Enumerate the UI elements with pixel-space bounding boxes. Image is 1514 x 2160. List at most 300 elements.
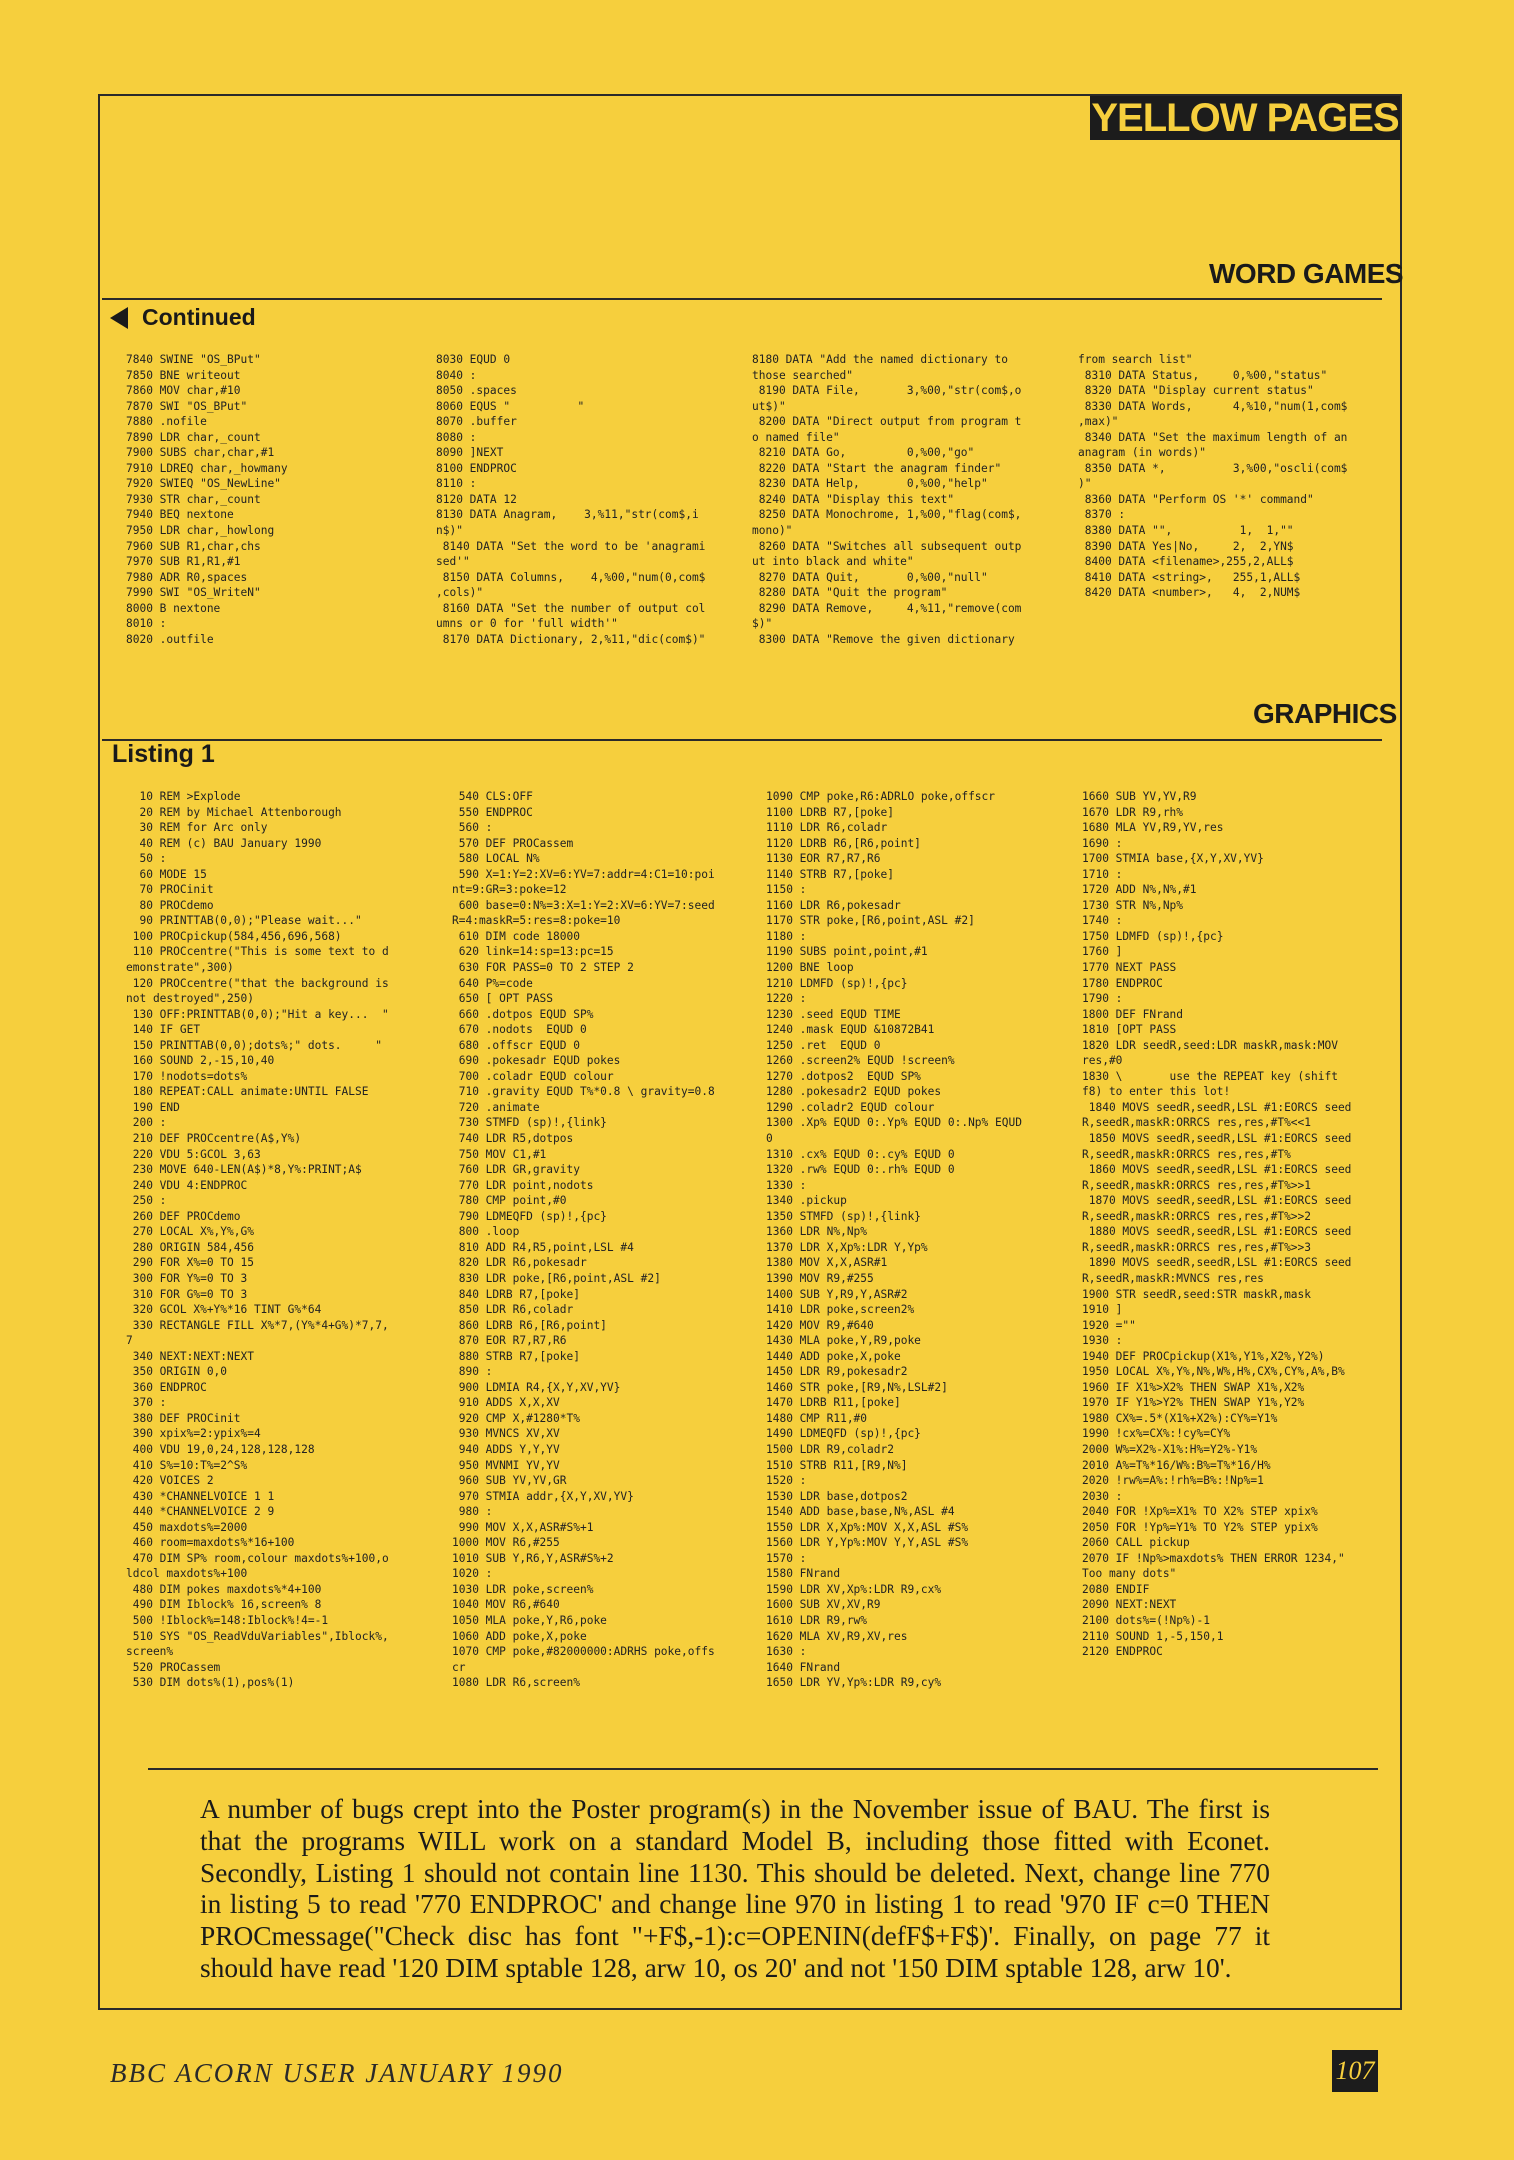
code-line: 2020 !rw%=A%:!rh%=B%:!Np%=1 xyxy=(1082,1474,1264,1488)
code-line: 1780 ENDPROC xyxy=(1082,976,1163,990)
code-line: 8130 DATA Anagram, 3,%11,"str(com$,i xyxy=(436,508,699,522)
code-line: 8190 DATA File, 3,%00,"str(com$,o xyxy=(752,384,1022,398)
code-line: 1270 .dotpos2 EQUD SP% xyxy=(766,1069,921,1083)
code-line: 8010 : xyxy=(126,617,167,631)
code-line: 370 : xyxy=(126,1396,167,1410)
code-line: 8030 EQUD 0 xyxy=(436,353,511,366)
left-arrow-icon xyxy=(110,307,128,329)
word-games-code-col-1 xyxy=(126,352,288,647)
code-line: 1470 LDRB R11,[poke] xyxy=(766,1396,901,1410)
code-line: 950 MVNMI YV,YV xyxy=(452,1458,560,1472)
code-line: 260 DEF PROCdemo xyxy=(126,1209,241,1223)
code-line: 1810 [OPT PASS xyxy=(1082,1023,1177,1037)
code-line: 2040 FOR !Xp%=X1% TO X2% STEP xpix% xyxy=(1082,1505,1318,1519)
word-games-rule xyxy=(102,298,1382,300)
code-line: 1680 MLA YV,R9,YV,res xyxy=(1082,821,1224,835)
graphics-code-col-2 xyxy=(452,789,715,1691)
code-line: 8320 DATA "Display current status" xyxy=(1078,384,1314,398)
code-line: 50 : xyxy=(126,852,167,866)
code-line: screen% xyxy=(126,1645,174,1659)
code-line: 590 X=1:Y=2:XV=6:YV=7:addr=4:C1=10:poi xyxy=(452,867,715,881)
code-line: 80 PROCdemo xyxy=(126,898,214,912)
code-line: 8410 DATA <string>, 255,1,ALL$ xyxy=(1078,570,1301,584)
code-line: 1330 : xyxy=(766,1178,807,1192)
code-line: 1230 .seed EQUD TIME xyxy=(766,1007,901,1021)
code-line: 1440 ADD poke,X,poke xyxy=(766,1349,901,1363)
code-line: 8370 : xyxy=(1078,508,1126,522)
code-line: 1830 \ use the REPEAT key (shift xyxy=(1082,1069,1338,1083)
graphics-heading: GRAPHICS xyxy=(1253,698,1397,729)
code-line: 430 *CHANNELVOICE 1 1 xyxy=(126,1489,275,1503)
code-line: n$)" xyxy=(436,524,463,538)
code-line: 900 LDMIA R4,{X,Y,XV,YV} xyxy=(452,1380,621,1394)
code-line: R,seedR,maskR:ORRCS res,res,#T%>>2 xyxy=(1082,1209,1312,1223)
code-line: f8) to enter this lot! xyxy=(1082,1085,1231,1099)
code-line: 1190 SUBS point,point,#1 xyxy=(766,945,928,959)
code-line: 470 DIM SP% room,colour maxdots%+100,o xyxy=(126,1551,389,1565)
code-line: 1280 .pokesadr2 EQUD pokes xyxy=(766,1085,942,1099)
code-line: 1490 LDMEQFD (sp)!,{pc} xyxy=(766,1427,921,1441)
code-line: res,#0 xyxy=(1082,1054,1123,1068)
code-line: 1030 LDR poke,screen% xyxy=(452,1582,594,1596)
code-line: 1910 ] xyxy=(1082,1303,1123,1317)
code-line: 8020 .outfile xyxy=(126,632,214,646)
code-line: 820 LDR R6,pokesadr xyxy=(452,1256,587,1270)
code-line: R,seedR,maskR:ORRCS res,res,#T% xyxy=(1082,1147,1291,1161)
code-line: 8060 EQUS " " xyxy=(436,399,585,413)
code-line: 7860 MOV char,#10 xyxy=(126,384,241,398)
code-line: 1970 IF Y1%>Y2% THEN SWAP Y1%,Y2% xyxy=(1082,1396,1305,1410)
continued-marker xyxy=(110,304,256,331)
code-line: 8420 DATA <number>, 4, 2,NUM$ xyxy=(1078,586,1301,600)
code-line: 770 LDR point,nodots xyxy=(452,1178,594,1192)
code-line: 140 IF GET xyxy=(126,1023,201,1037)
code-line: 1720 ADD N%,N%,#1 xyxy=(1082,883,1197,897)
code-line: 1700 STMIA base,{X,Y,XV,YV} xyxy=(1082,852,1264,866)
code-line: 8000 B nextone xyxy=(126,601,221,615)
code-line: 20 REM by Michael Attenborough xyxy=(126,805,342,819)
continued-label: Continued xyxy=(142,304,256,330)
code-line: 1710 : xyxy=(1082,867,1123,881)
code-line: 1550 LDR X,Xp%:MOV X,X,ASL #S% xyxy=(766,1520,969,1534)
code-line: 8160 DATA "Set the number of output col xyxy=(436,601,706,615)
code-line: 7960 SUB R1,char,chs xyxy=(126,539,261,553)
code-line: 360 ENDPROC xyxy=(126,1380,207,1394)
code-line: 1960 IF X1%>X2% THEN SWAP X1%,X2% xyxy=(1082,1380,1305,1394)
code-line: nt=9:GR=3:poke=12 xyxy=(452,883,567,897)
graphics-code-col-3 xyxy=(766,789,1022,1691)
code-line: )" xyxy=(1078,477,1092,491)
code-line: 7890 LDR char,_count xyxy=(126,430,261,444)
code-line: 670 .nodots EQUD 0 xyxy=(452,1023,587,1037)
code-line: 1000 MOV R6,#255 xyxy=(452,1536,560,1550)
code-line: 2090 NEXT:NEXT xyxy=(1082,1598,1177,1612)
code-line: 90 PRINTTAB(0,0);"Please wait..." xyxy=(126,914,362,928)
graphics-rule xyxy=(102,739,1382,741)
code-line: 8120 DATA 12 xyxy=(436,492,517,506)
code-line: 800 .loop xyxy=(452,1225,520,1239)
code-line: 1740 : xyxy=(1082,914,1123,928)
code-line: 1650 LDR YV,Yp%:LDR R9,cy% xyxy=(766,1676,942,1690)
code-line: 1890 MOVS seedR,seedR,LSL #1:EORCS seed xyxy=(1082,1256,1352,1270)
code-line: 1050 MLA poke,Y,R6,poke xyxy=(452,1613,607,1627)
code-line: 160 SOUND 2,-15,10,40 xyxy=(126,1054,275,1068)
code-line: 680 .offscr EQUD 0 xyxy=(452,1038,580,1052)
code-line: 620 link=14:sp=13:pc=15 xyxy=(452,945,614,959)
code-line: ,cols)" xyxy=(436,586,484,600)
code-line: 0 xyxy=(766,1132,773,1146)
code-line: 690 .pokesadr EQUD pokes xyxy=(452,1054,621,1068)
code-line: 2050 FOR !Yp%=Y1% TO Y2% STEP ypix% xyxy=(1082,1520,1318,1534)
code-line: 8080 : xyxy=(436,430,477,444)
code-line: 1520 : xyxy=(766,1474,807,1488)
code-line: 640 P%=code xyxy=(452,976,533,990)
code-line: 8150 DATA Columns, 4,%00,"num(0,com$ xyxy=(436,570,706,584)
code-line: 1140 STRB R7,[poke] xyxy=(766,867,894,881)
listing-title: Listing 1 xyxy=(112,740,215,768)
code-line: 840 LDRB R7,[poke] xyxy=(452,1287,580,1301)
code-line: 1640 FNrand xyxy=(766,1660,841,1674)
code-line: 220 VDU 5:GCOL 3,63 xyxy=(126,1147,261,1161)
code-line: 630 FOR PASS=0 TO 2 STEP 2 xyxy=(452,961,634,975)
graphics-code-col-4 xyxy=(1082,789,1351,1660)
code-line: cr xyxy=(452,1660,466,1674)
code-line: 8070 .buffer xyxy=(436,415,517,429)
code-line: 170 !nodots=dots% xyxy=(126,1069,248,1083)
code-line: 1460 STR poke,[R9,N%,LSL#2] xyxy=(766,1380,948,1394)
code-line: 890 : xyxy=(452,1365,493,1379)
code-line: 420 VOICES 2 xyxy=(126,1474,214,1488)
code-line: 1690 : xyxy=(1082,836,1123,850)
code-line: 530 DIM dots%(1),pos%(1) xyxy=(126,1676,295,1690)
code-line: 980 : xyxy=(452,1505,493,1519)
code-line: 740 LDR R5,dotpos xyxy=(452,1132,574,1146)
code-line: 8350 DATA *, 3,%00,"oscli(com$ xyxy=(1078,461,1348,475)
code-line: 960 SUB YV,YV,GR xyxy=(452,1474,567,1488)
code-line: R,seedR,maskR:MVNCS res,res xyxy=(1082,1271,1264,1285)
code-line: 7880 .nofile xyxy=(126,415,207,429)
code-line: 1980 CX%=.5*(X1%+X2%):CY%=Y1% xyxy=(1082,1411,1278,1425)
code-line: 1800 DEF FNrand xyxy=(1082,1007,1184,1021)
code-line: 920 CMP X,#1280*T% xyxy=(452,1411,580,1425)
code-line: 650 [ OPT PASS xyxy=(452,992,554,1006)
code-line: 1210 LDMFD (sp)!,{pc} xyxy=(766,976,908,990)
code-line: 1350 STMFD (sp)!,{link} xyxy=(766,1209,921,1223)
code-line: 1430 MLA poke,Y,R9,poke xyxy=(766,1334,921,1348)
code-line: 7930 STR char,_count xyxy=(126,492,261,506)
code-line: 1600 SUB XV,XV,R9 xyxy=(766,1598,881,1612)
code-line: 1920 ="" xyxy=(1082,1318,1136,1332)
code-line: 40 REM (c) BAU January 1990 xyxy=(126,836,322,850)
code-line: 8400 DATA <filename>,255,2,ALL$ xyxy=(1078,555,1294,569)
code-line: 1040 MOV R6,#640 xyxy=(452,1598,560,1612)
code-line: 8270 DATA Quit, 0,%00,"null" xyxy=(752,570,988,584)
code-line: 1940 DEF PROCpickup(X1%,Y1%,X2%,Y2%) xyxy=(1082,1349,1325,1363)
code-line: 380 DEF PROCinit xyxy=(126,1411,241,1425)
word-games-code-col-4 xyxy=(1078,352,1347,601)
code-line: 8260 DATA "Switches all subsequent outp xyxy=(752,539,1022,553)
code-line: 600 base=0:N%=3:X=1:Y=2:XV=6:YV=7:seed xyxy=(452,898,715,912)
code-line: 8300 DATA "Remove the given dictionary xyxy=(752,632,1015,646)
code-line: 1820 LDR seedR,seed:LDR maskR,mask:MOV xyxy=(1082,1038,1338,1052)
code-line: 1450 LDR R9,pokesadr2 xyxy=(766,1365,908,1379)
code-line: 1250 .ret EQUD 0 xyxy=(766,1038,881,1052)
code-line: 7900 SUBS char,char,#1 xyxy=(126,446,275,460)
code-line: 7970 SUB R1,R1,#1 xyxy=(126,555,241,569)
code-line: 710 .gravity EQUD T%*0.8 \ gravity=0.8 xyxy=(452,1085,715,1099)
code-line: 1290 .coladr2 EQUD colour xyxy=(766,1100,935,1114)
code-line: mono)" xyxy=(752,524,793,538)
code-line: 30 REM for Arc only xyxy=(126,821,268,835)
code-line: 1150 : xyxy=(766,883,807,897)
code-line: 2100 dots%=(!Np%)-1 xyxy=(1082,1613,1210,1627)
code-line: 510 SYS "OS_ReadVduVariables",Iblock%, xyxy=(126,1629,389,1643)
code-line: 1950 LOCAL X%,Y%,N%,W%,H%,CX%,CY%,A%,B% xyxy=(1082,1365,1345,1379)
code-line: 330 RECTANGLE FILL X%*7,(Y%*4+G%)*7,7, xyxy=(126,1318,389,1332)
code-line: 8250 DATA Monochrome, 1,%00,"flag(com$, xyxy=(752,508,1022,522)
code-line: 8090 ]NEXT xyxy=(436,446,504,460)
code-line: 8230 DATA Help, 0,%00,"help" xyxy=(752,477,988,491)
code-line: 1070 CMP poke,#82000000:ADRHS poke,offs xyxy=(452,1645,715,1659)
code-line: 1730 STR N%,Np% xyxy=(1082,898,1184,912)
code-line: 1130 EOR R7,R7,R6 xyxy=(766,852,881,866)
code-line: 1840 MOVS seedR,seedR,LSL #1:EORCS seed xyxy=(1082,1100,1352,1114)
code-line: 1300 .Xp% EQUD 0:.Yp% EQUD 0:.Np% EQUD xyxy=(766,1116,1022,1130)
code-line: 1390 MOV R9,#255 xyxy=(766,1271,874,1285)
code-line: 730 STMFD (sp)!,{link} xyxy=(452,1116,607,1130)
code-line: 1260 .screen2% EQUD !screen% xyxy=(766,1054,955,1068)
code-line: 8170 DATA Dictionary, 2,%11,"dic(com$)" xyxy=(436,632,706,646)
page-number: 107 xyxy=(1332,2050,1378,2092)
code-line: 2030 : xyxy=(1082,1489,1123,1503)
code-line: 8050 .spaces xyxy=(436,384,517,398)
notice-rule xyxy=(148,1768,1378,1770)
code-line: ldcol maxdots%+100 xyxy=(126,1567,248,1581)
code-line: 970 STMIA addr,{X,Y,XV,YV} xyxy=(452,1489,634,1503)
code-line: 1170 STR poke,[R6,point,ASL #2] xyxy=(766,914,975,928)
code-line: not destroyed",250) xyxy=(126,992,254,1006)
code-line: 1620 MLA XV,R9,XV,res xyxy=(766,1629,908,1643)
code-line: 350 ORIGIN 0,0 xyxy=(126,1365,228,1379)
code-line: o named file" xyxy=(752,430,840,444)
code-line: 230 MOVE 640-LEN(A$)*8,Y%:PRINT;A$ xyxy=(126,1163,362,1177)
code-line: 1400 SUB Y,R9,Y,ASR#2 xyxy=(766,1287,908,1301)
code-line: 780 CMP point,#0 xyxy=(452,1194,567,1208)
code-line: 1370 LDR X,Xp%:LDR Y,Yp% xyxy=(766,1240,928,1254)
code-line: 1200 BNE loop xyxy=(766,961,854,975)
code-line: 1380 MOV X,X,ASR#1 xyxy=(766,1256,888,1270)
code-line: 1320 .rw% EQUD 0:.rh% EQUD 0 xyxy=(766,1163,955,1177)
code-line: 1500 LDR R9,coladr2 xyxy=(766,1442,894,1456)
code-line: 990 MOV X,X,ASR#S%+1 xyxy=(452,1520,594,1534)
code-line: 7980 ADR R0,spaces xyxy=(126,570,248,584)
code-line: 810 ADD R4,R5,point,LSL #4 xyxy=(452,1240,634,1254)
code-line: 1410 LDR poke,screen2% xyxy=(766,1303,915,1317)
code-line: 8280 DATA "Quit the program" xyxy=(752,586,948,600)
code-line: 1570 : xyxy=(766,1551,807,1565)
code-line: 1760 ] xyxy=(1082,945,1123,959)
code-line: 2060 CALL pickup xyxy=(1082,1536,1190,1550)
code-line: 180 REPEAT:CALL animate:UNTIL FALSE xyxy=(126,1085,369,1099)
code-line: R,seedR,maskR:ORRCS res,res,#T%<<1 xyxy=(1082,1116,1312,1130)
code-line: 930 MVNCS XV,XV xyxy=(452,1427,560,1441)
code-line: 570 DEF PROCassem xyxy=(452,836,574,850)
code-line: 2120 ENDPROC xyxy=(1082,1645,1163,1659)
code-line: from search list" xyxy=(1078,353,1193,366)
code-line: 1860 MOVS seedR,seedR,LSL #1:EORCS seed xyxy=(1082,1163,1352,1177)
code-line: 2070 IF !Np%>maxdots% THEN ERROR 1234," xyxy=(1082,1551,1345,1565)
code-line: 210 DEF PROCcentre(A$,Y%) xyxy=(126,1132,302,1146)
magazine-footer: BBC ACORN USER JANUARY 1990 xyxy=(110,2058,564,2088)
code-line: 520 PROCassem xyxy=(126,1660,221,1674)
code-line: 1870 MOVS seedR,seedR,LSL #1:EORCS seed xyxy=(1082,1194,1352,1208)
code-line: 940 ADDS Y,Y,YV xyxy=(452,1442,560,1456)
errata-notice: A number of bugs crept into the Poster program(s) in the November issue of BAU. The first is that the programs WILL work on a standard Model B, including those fitted with Econet. Secondly, Listing 1 should not contain line 1130. This should be deleted. Next, change line 770 in listing 5 to read '770 ENDPROC' and change line 970 in listing 1 to read '970 IF c=0 THEN PROCmessage("Check disc has font "+F$,-1):c=OPENIN(defF$+F$)'. Finally, on page 77 it should have read '120 DIM sptable 128, arw 10, os 20' and not '150 DIM sptable 128, arw 10'. xyxy=(200,1794,1270,1983)
code-line: 120 PROCcentre("that the background is xyxy=(126,976,389,990)
code-line: 390 xpix%=2:ypix%=4 xyxy=(126,1427,261,1441)
code-line: 150 PRINTTAB(0,0);dots%;" dots. " xyxy=(126,1038,382,1052)
code-line: 500 !Iblock%=148:Iblock%!4=-1 xyxy=(126,1613,329,1627)
code-line: 270 LOCAL X%,Y%,G% xyxy=(126,1225,254,1239)
code-line: 1770 NEXT PASS xyxy=(1082,961,1177,975)
code-line: 1340 .pickup xyxy=(766,1194,847,1208)
code-line: 60 MODE 15 xyxy=(126,867,207,881)
code-line: 240 VDU 4:ENDPROC xyxy=(126,1178,248,1192)
code-line: 1090 CMP poke,R6:ADRLO poke,offscr xyxy=(766,790,996,803)
code-line: 8140 DATA "Set the word to be 'anagrami xyxy=(436,539,706,553)
code-line: 1480 CMP R11,#0 xyxy=(766,1411,868,1425)
code-line: 1790 : xyxy=(1082,992,1123,1006)
code-line: 1610 LDR R9,rw% xyxy=(766,1613,868,1627)
code-line: 1080 LDR R6,screen% xyxy=(452,1676,580,1690)
code-line: 1660 SUB YV,YV,R9 xyxy=(1082,790,1197,803)
code-line: R,seedR,maskR:ORRCS res,res,#T%>>3 xyxy=(1082,1240,1312,1254)
code-line: 1670 LDR R9,rh% xyxy=(1082,805,1184,819)
code-line: 1900 STR seedR,seed:STR maskR,mask xyxy=(1082,1287,1312,1301)
code-line: 320 GCOL X%+Y%*16 TINT G%*64 xyxy=(126,1303,322,1317)
code-line: 1240 .mask EQUD &10872B41 xyxy=(766,1023,935,1037)
code-line: 460 room=maxdots%*16+100 xyxy=(126,1536,295,1550)
code-line: 7920 SWIEQ "OS_NewLine" xyxy=(126,477,281,491)
code-line: 1120 LDRB R6,[R6,point] xyxy=(766,836,921,850)
code-line: 1540 ADD base,base,N%,ASL #4 xyxy=(766,1505,955,1519)
code-line: 8200 DATA "Direct output from program t xyxy=(752,415,1022,429)
code-line: 1560 LDR Y,Yp%:MOV Y,Y,ASL #S% xyxy=(766,1536,969,1550)
code-line: 410 S%=10:T%=2^S% xyxy=(126,1458,248,1472)
code-line: 540 CLS:OFF xyxy=(452,790,533,803)
code-line: 610 DIM code 18000 xyxy=(452,929,580,943)
word-games-code-col-3 xyxy=(752,352,1021,647)
code-line: 7950 LDR char,_howlong xyxy=(126,524,275,538)
code-line: 8210 DATA Go, 0,%00,"go" xyxy=(752,446,975,460)
code-line: 8100 ENDPROC xyxy=(436,461,517,475)
code-line: 660 .dotpos EQUD SP% xyxy=(452,1007,594,1021)
code-line: 1580 FNrand xyxy=(766,1567,841,1581)
code-line: ut$)" xyxy=(752,399,786,413)
code-line: 580 LOCAL N% xyxy=(452,852,540,866)
code-line: 750 MOV C1,#1 xyxy=(452,1147,547,1161)
code-line: 830 LDR poke,[R6,point,ASL #2] xyxy=(452,1271,661,1285)
code-line: 1420 MOV R9,#640 xyxy=(766,1318,874,1332)
code-line: 130 OFF:PRINTTAB(0,0);"Hit a key... " xyxy=(126,1007,389,1021)
code-line: 1630 : xyxy=(766,1645,807,1659)
word-games-heading: WORD GAMES xyxy=(1209,258,1404,289)
code-line: ,max)" xyxy=(1078,415,1119,429)
code-line: 7 xyxy=(126,1334,133,1348)
code-line: 8110 : xyxy=(436,477,477,491)
graphics-code-col-1 xyxy=(126,789,389,1691)
code-line: 1160 LDR R6,pokesadr xyxy=(766,898,901,912)
code-line: 1880 MOVS seedR,seedR,LSL #1:EORCS seed xyxy=(1082,1225,1352,1239)
code-line: 550 ENDPROC xyxy=(452,805,533,819)
code-line: 110 PROCcentre("This is some text to d xyxy=(126,945,389,959)
code-line: 2080 ENDIF xyxy=(1082,1582,1150,1596)
code-line: 490 DIM Iblock% 16,screen% 8 xyxy=(126,1598,322,1612)
code-line: Too many dots" xyxy=(1082,1567,1177,1581)
code-line: 8360 DATA "Perform OS '*' command" xyxy=(1078,492,1314,506)
code-line: 7840 SWINE "OS_BPut" xyxy=(126,353,261,366)
code-line: 310 FOR G%=0 TO 3 xyxy=(126,1287,248,1301)
code-line: 400 VDU 19,0,24,128,128,128 xyxy=(126,1442,315,1456)
code-line: 1530 LDR base,dotpos2 xyxy=(766,1489,908,1503)
code-line: 880 STRB R7,[poke] xyxy=(452,1349,580,1363)
code-line: $)" xyxy=(752,617,773,631)
code-line: 720 .animate xyxy=(452,1100,540,1114)
code-line: 8180 DATA "Add the named dictionary to xyxy=(752,353,1008,366)
code-line: 8040 : xyxy=(436,368,477,382)
code-line: R,seedR,maskR:ORRCS res,res,#T%>>1 xyxy=(1082,1178,1312,1192)
code-line: 1360 LDR N%,Np% xyxy=(766,1225,868,1239)
code-line: 560 : xyxy=(452,821,493,835)
code-line: sed'" xyxy=(436,555,470,569)
code-line: umns or 0 for 'full width'" xyxy=(436,617,618,631)
code-line: 8330 DATA Words, 4,%10,"num(1,com$ xyxy=(1078,399,1348,413)
code-line: 8390 DATA Yes|No, 2, 2,YN$ xyxy=(1078,539,1294,553)
code-line: 1590 LDR XV,Xp%:LDR R9,cx% xyxy=(766,1582,942,1596)
code-line: 7910 LDREQ char,_howmany xyxy=(126,461,288,475)
code-line: 1110 LDR R6,coladr xyxy=(766,821,888,835)
code-line: 10 REM >Explode xyxy=(126,790,241,803)
code-line: 1310 .cx% EQUD 0:.cy% EQUD 0 xyxy=(766,1147,955,1161)
code-line: 2010 A%=T%*16/W%:B%=T%*16/H% xyxy=(1082,1458,1271,1472)
code-line: 1510 STRB R11,[R9,N%] xyxy=(766,1458,908,1472)
word-games-code-col-2 xyxy=(436,352,705,647)
code-line: 7850 BNE writeout xyxy=(126,368,241,382)
code-line: 280 ORIGIN 584,456 xyxy=(126,1240,254,1254)
code-line: 1010 SUB Y,R6,Y,ASR#S%+2 xyxy=(452,1551,614,1565)
code-line: 8240 DATA "Display this text" xyxy=(752,492,955,506)
code-line: those searched" xyxy=(752,368,854,382)
code-line: 8220 DATA "Start the anagram finder" xyxy=(752,461,1002,475)
code-line: 1930 : xyxy=(1082,1334,1123,1348)
code-line: 700 .coladr EQUD colour xyxy=(452,1069,614,1083)
code-line: 1220 : xyxy=(766,992,807,1006)
code-line: R=4:maskR=5:res=8:poke=10 xyxy=(452,914,621,928)
code-line: 250 : xyxy=(126,1194,167,1208)
code-line: 7990 SWI "OS_WriteN" xyxy=(126,586,261,600)
code-line: 1180 : xyxy=(766,929,807,943)
code-line: 290 FOR X%=0 TO 15 xyxy=(126,1256,254,1270)
code-line: 8310 DATA Status, 0,%00,"status" xyxy=(1078,368,1328,382)
code-line: 440 *CHANNELVOICE 2 9 xyxy=(126,1505,275,1519)
code-line: 7870 SWI "OS_BPut" xyxy=(126,399,248,413)
code-line: 1100 LDRB R7,[poke] xyxy=(766,805,894,819)
code-line: 1850 MOVS seedR,seedR,LSL #1:EORCS seed xyxy=(1082,1132,1352,1146)
code-line: 850 LDR R6,coladr xyxy=(452,1303,574,1317)
code-line: 8340 DATA "Set the maximum length of an xyxy=(1078,430,1348,444)
code-line: 910 ADDS X,X,XV xyxy=(452,1396,560,1410)
code-line: 8290 DATA Remove, 4,%11,"remove(com xyxy=(752,601,1022,615)
